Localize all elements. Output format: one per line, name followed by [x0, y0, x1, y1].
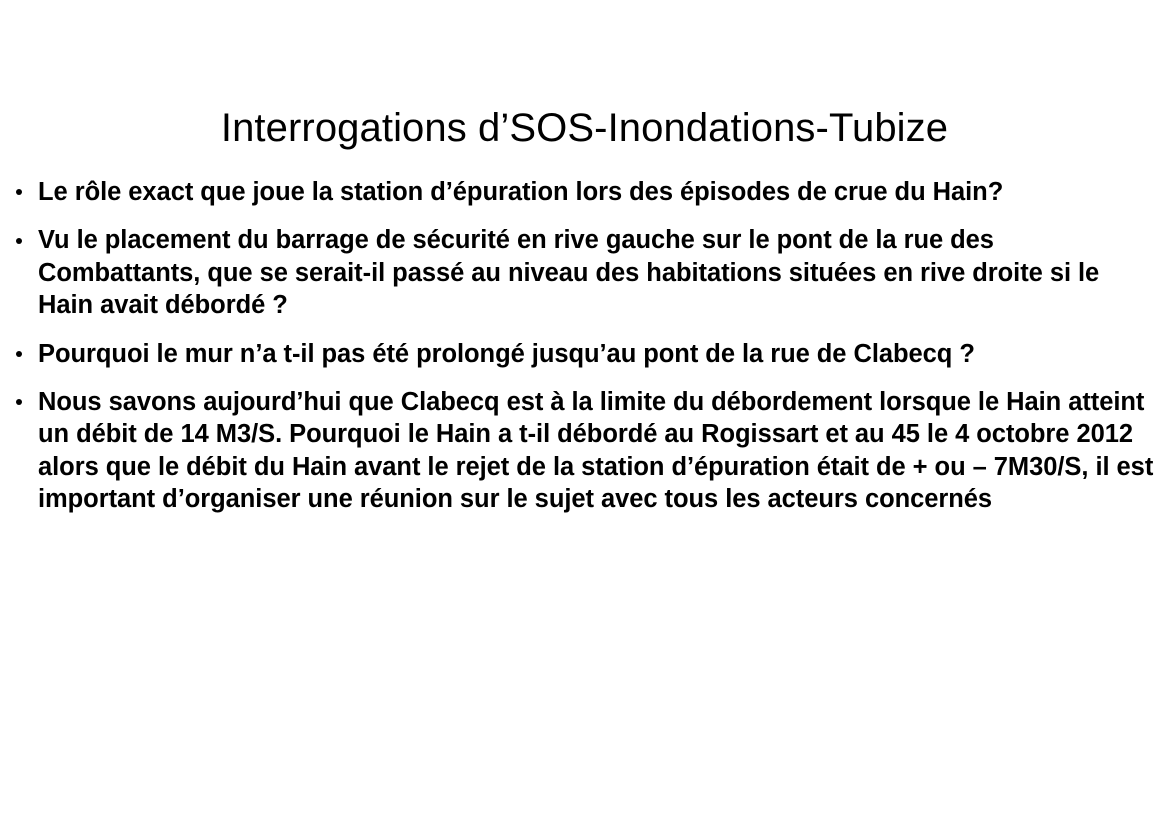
list-item	[10, 224, 1160, 321]
page-title: Interrogations d’SOS-Inondations-Tubize	[220, 105, 949, 150]
bullet-dot-icon	[16, 238, 22, 244]
bullet-dot-icon	[16, 351, 22, 357]
list-item-text: Vu le placement du barrage de sécurité en rive gauche sur le pont de la rue des Combattants, que se serait-il passé au niveau des habitations situées en rive droite si le Hain avait débordé ?	[38, 226, 1100, 320]
list-item	[10, 386, 1160, 516]
list-item-text: Pourquoi le mur n’a t-il pas été prolongé jusqu’au pont de la rue de Clabecq ?	[38, 339, 975, 368]
list-item	[10, 176, 1160, 208]
list-item-text: Le rôle exact que joue la station d’épuration lors des épisodes de crue du Hain?	[38, 178, 1004, 206]
bullet-dot-icon	[16, 189, 22, 195]
list-item	[10, 338, 1160, 370]
list-item-text: Nous savons aujourd’hui que Clabecq est à la limite du débordement lorsque le Hain atteint un débit de 14 M3/S. Pourquoi le Hain a t-il débordé au Rogissart et au 45 le 4 octobre 2012 alors que le débit du Hain avant le rejet de la station d’épuration était de + ou – 7M30/S, il est important d’organiser une réunion sur le sujet avec tous les acteurs concernés	[38, 387, 1154, 513]
bullet-dot-icon	[16, 399, 22, 405]
bullet-list	[10, 176, 1160, 515]
